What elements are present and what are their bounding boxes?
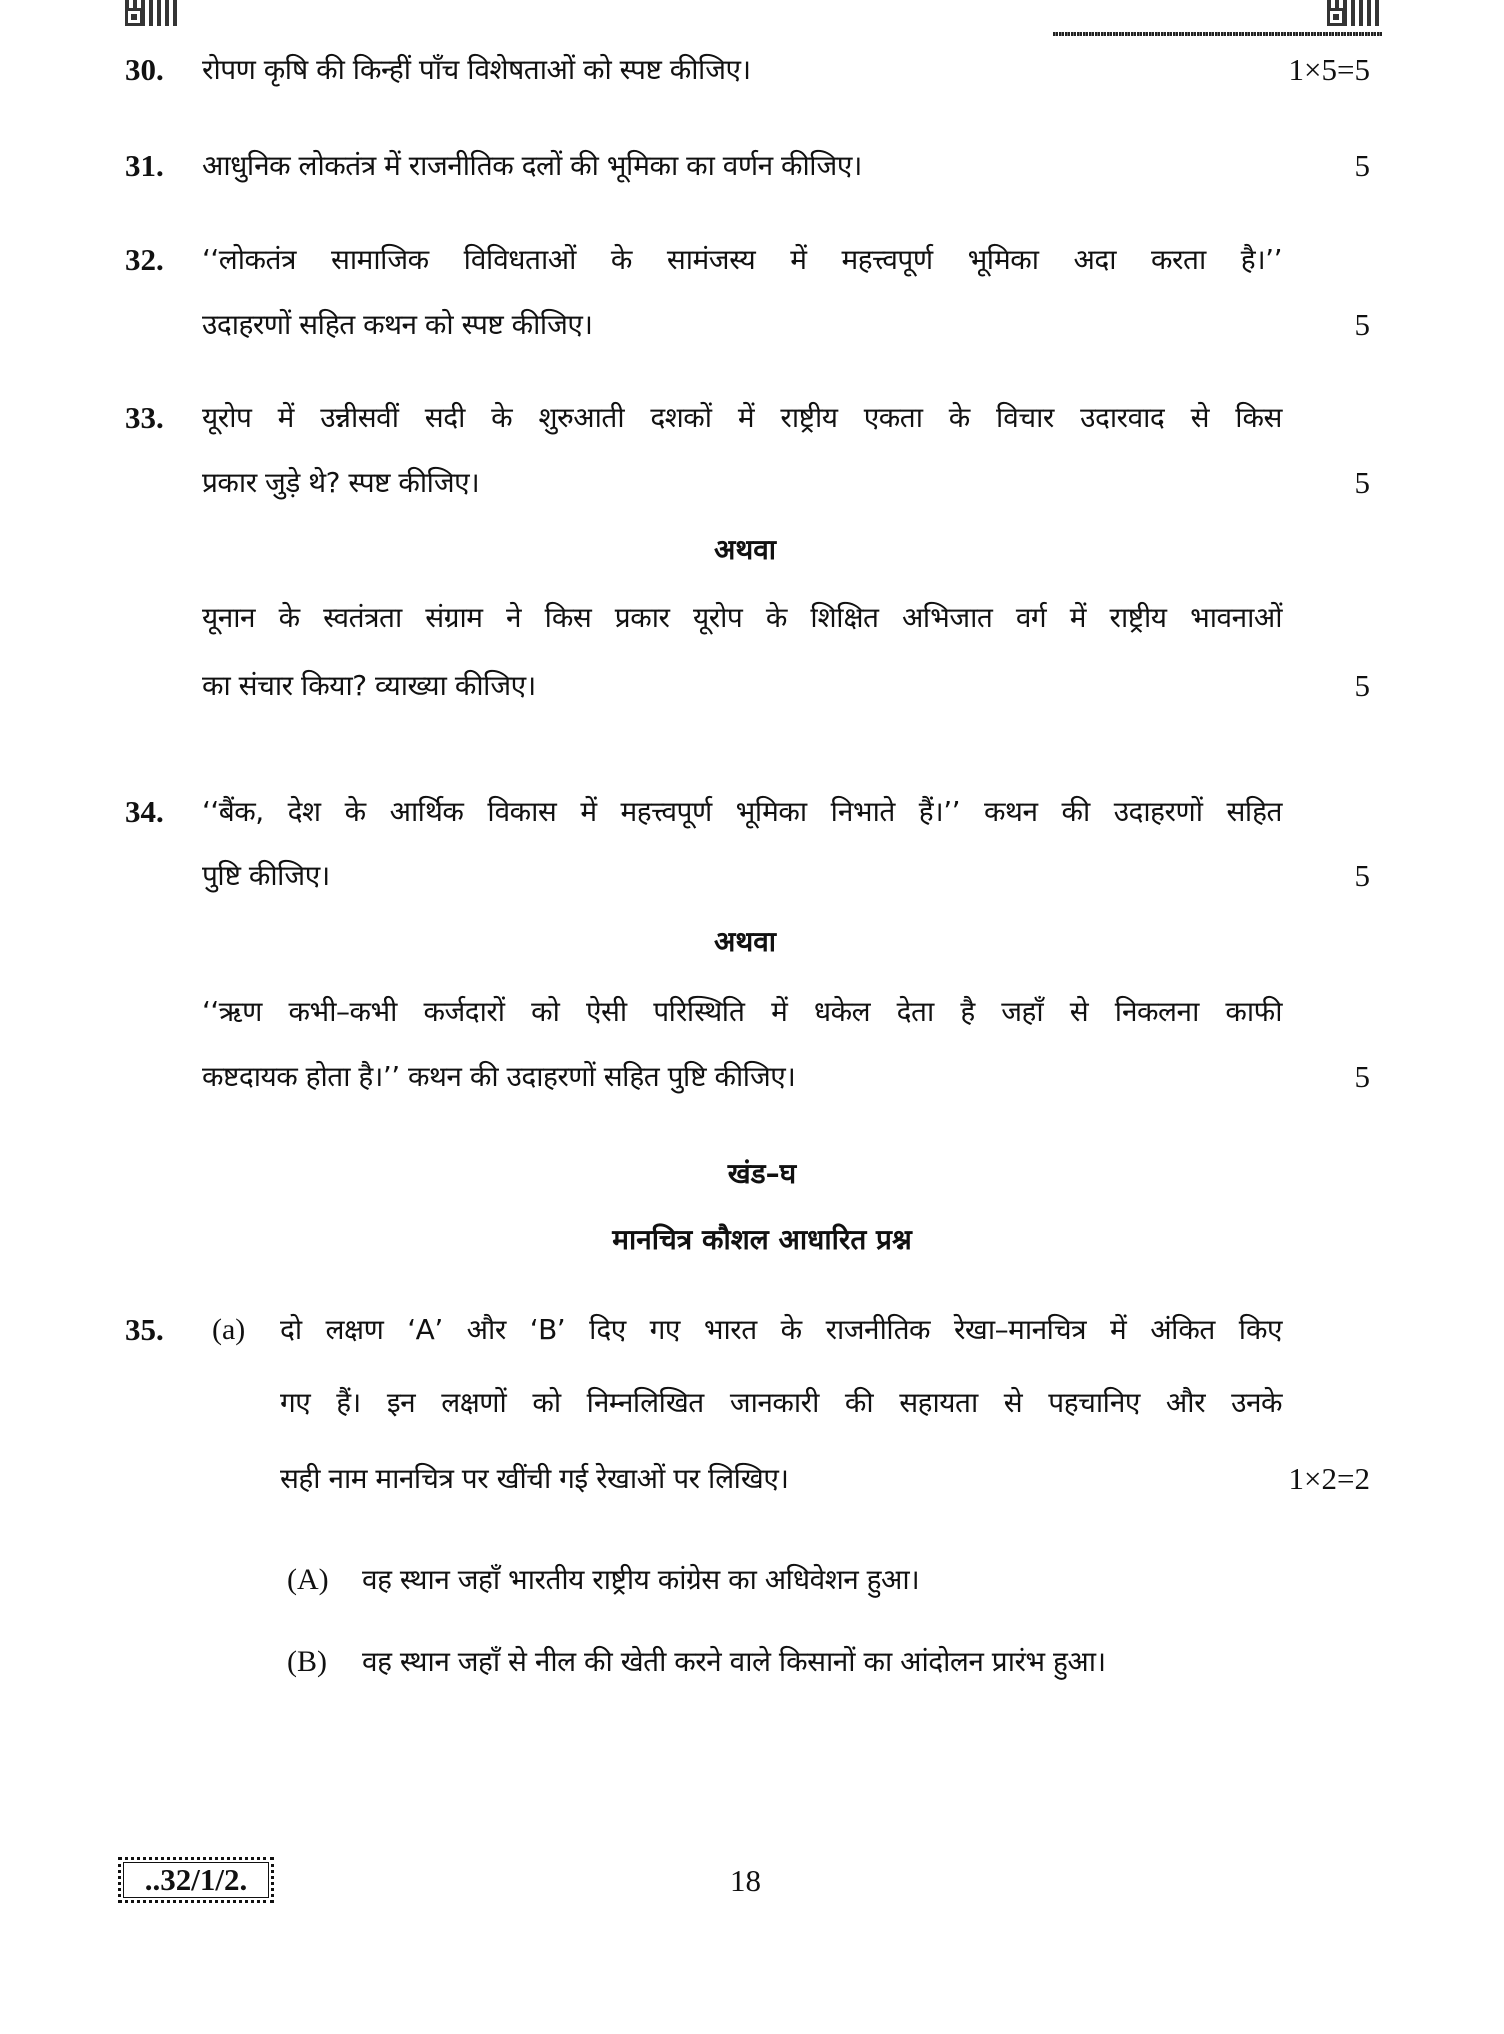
question-text-line-3: सही नाम मानचित्र पर खींची गई रेखाओं पर लिखिए। [280,1462,789,1495]
alternative-text-line-1: यूनान के स्वतंत्रता संग्राम ने किस प्रकार यूरोप के शिक्षित अभिजात वर्ग में राष्ट्रीय भावनाओं [202,601,1282,634]
qr-code-icon-left [125,0,177,26]
alternative-text-line-2: कष्टदायक होता है।’’ कथन की उदाहरणों सहित पुष्टि कीजिए। [202,1060,796,1093]
question-text-line-1: ‘‘बैंक, देश के आर्थिक विकास में महत्त्वपूर्ण भूमिका निभाते हैं।’’ कथन की उदाहरणों सहित [202,795,1282,828]
sub-item-label: (B) [287,1645,327,1678]
sub-item-label: (A) [287,1563,329,1596]
marks: 1×2=2 [1288,1461,1370,1496]
marks: 5 [1354,465,1370,500]
alternative-text-line-2: का संचार किया? व्याख्या कीजिए। [202,669,536,702]
question-number: 35. [125,1312,164,1347]
or-label: अथवा [713,533,777,566]
question-number: 33. [125,400,164,435]
question-text-line-2: उदाहरणों सहित कथन को स्पष्ट कीजिए। [202,308,593,341]
question-text-line-2: गए हैं। इन लक्षणों को निम्नलिखित जानकारी की सहायता से पहचानिए और उनके [280,1386,1282,1419]
sub-item-text: वह स्थान जहाँ से नील की खेती करने वाले किसानों का आंदोलन प्रारंभ हुआ। [362,1645,1106,1678]
marks: 5 [1354,1059,1370,1094]
or-label: अथवा [713,925,777,958]
marks: 5 [1354,858,1370,893]
section-title: खंड–घ [727,1157,797,1190]
marks: 5 [1354,307,1370,342]
question-text-line-1: यूरोप में उन्नीसवीं सदी के शुरुआती दशकों में राष्ट्रीय एकता के विचार उदारवाद से किस [202,401,1282,434]
question-text-line-2: पुष्टि कीजिए। [202,859,330,892]
part-label: (a) [212,1313,246,1346]
sub-item-text: वह स्थान जहाँ भारतीय राष्ट्रीय कांग्रेस का अधिवेशन हुआ। [362,1563,920,1596]
barcode-strip [1053,32,1383,36]
question-number: 34. [125,794,164,829]
marks: 5 [1354,148,1370,183]
marks: 5 [1354,668,1370,703]
qr-code-icon-right [1327,0,1379,26]
question-number: 30. [125,52,164,87]
page-number: 18 [730,1863,761,1898]
question-text: आधुनिक लोकतंत्र में राजनीतिक दलों की भूमिका का वर्णन कीजिए। [202,149,862,182]
marks: 1×5=5 [1288,52,1370,87]
question-text-line-1: दो लक्षण ‘A’ और ‘B’ दिए गए भारत के राजनीतिक रेखा–मानचित्र में अंकित किए [280,1313,1282,1346]
section-subtitle: मानचित्र कौशल आधारित प्रश्न [612,1223,912,1256]
paper-code: ..32/1/2. [118,1857,274,1903]
question-number: 32. [125,242,164,277]
question-text-line-1: ‘‘लोकतंत्र सामाजिक विविधताओं के सामंजस्य में महत्त्वपूर्ण भूमिका अदा करता है।’’ [202,243,1282,276]
question-text-line-2: प्रकार जुड़े थे? स्पष्ट कीजिए। [202,466,480,499]
alternative-text-line-1: ‘‘ऋण कभी–कभी कर्जदारों को ऐसी परिस्थिति में धकेल देता है जहाँ से निकलना काफी [202,995,1282,1028]
question-text: रोपण कृषि की किन्हीं पाँच विशेषताओं को स्पष्ट कीजिए। [202,53,751,86]
question-number: 31. [125,148,164,183]
